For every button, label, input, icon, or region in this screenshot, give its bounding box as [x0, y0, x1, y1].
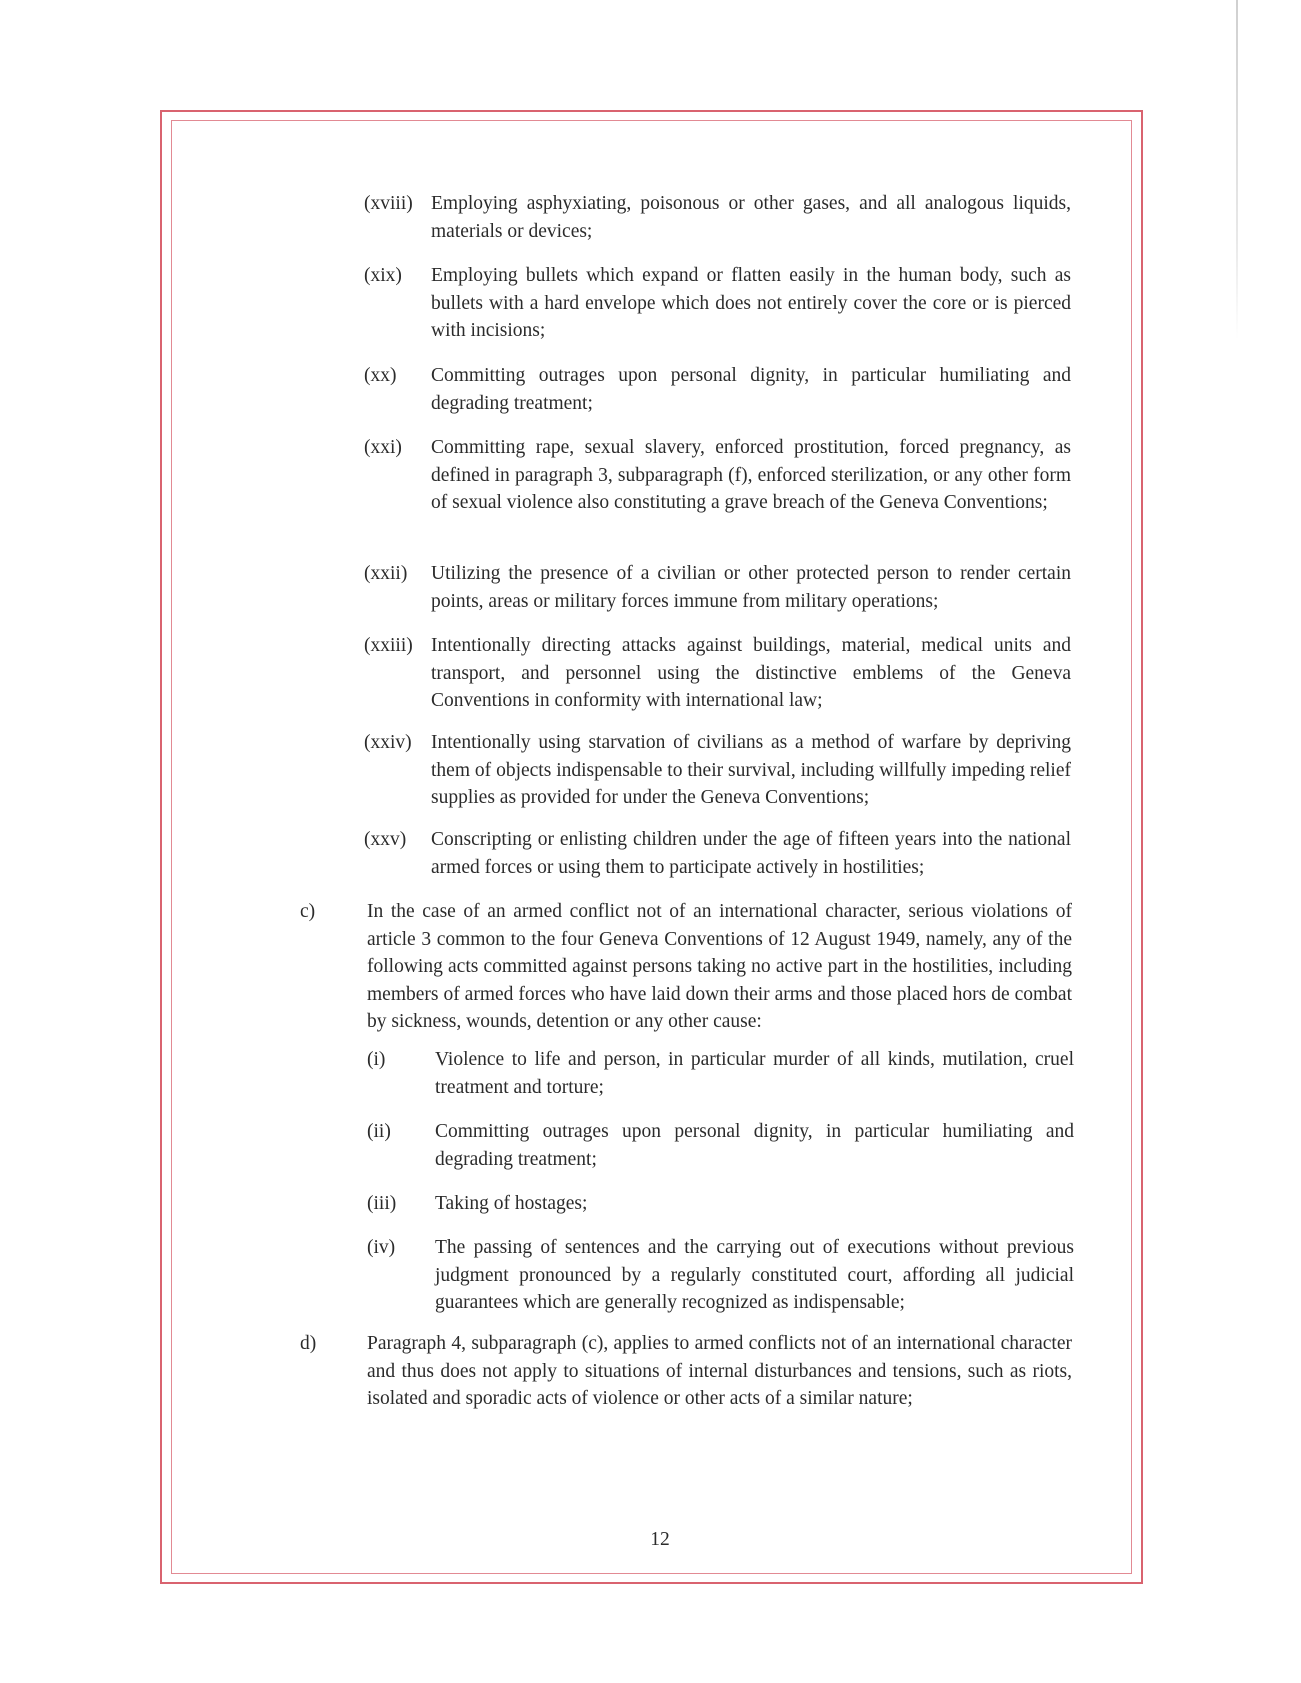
list-item-xxi [364, 434, 1071, 517]
item-number: (iv) [367, 1237, 396, 1258]
item-text: Committing rape, sexual slavery, enforced prostitution, forced pregnancy, as defined in paragraph 3, subparagraph (f), enforced sterilization, or any other form of sexual violence also constituting a grave breach of the Geneva Conventions; [431, 437, 1071, 513]
item-text: Employing asphyxiating, poisonous or other gases, and all analogous liquids, materials or devices; [431, 193, 1071, 242]
item-text: Intentionally using starvation of civilians as a method of warfare by depriving them of objects indispensable to their survival, including willfully impeding relief supplies as provided for under the Geneva Conventions; [431, 732, 1071, 808]
item-number: (xxii) [364, 563, 408, 584]
sub-item-i [367, 1046, 1074, 1101]
list-item-xxiii [364, 632, 1071, 715]
item-number: (xx) [364, 365, 397, 386]
paragraph-label-c: c) [300, 901, 316, 922]
item-number: (xviii) [364, 193, 413, 214]
item-text: Violence to life and person, in particular murder of all kinds, mutilation, cruel treatment and torture; [435, 1049, 1074, 1098]
item-number: (xxv) [364, 829, 407, 850]
list-item-xxiv [364, 729, 1071, 812]
item-text: The passing of sentences and the carrying out of executions without previous judgment pronounced by a regularly constituted court, affording all judicial guarantees which are generally recognized as indispensable; [435, 1237, 1074, 1313]
item-text: Committing outrages upon personal dignity, in particular humiliating and degrading treatment; [435, 1121, 1074, 1170]
list-item-xxv [364, 826, 1071, 881]
item-number: (ii) [367, 1121, 391, 1142]
item-number: (iii) [367, 1193, 397, 1214]
list-item-xxii [364, 560, 1071, 615]
item-number: (i) [367, 1049, 386, 1070]
sub-item-ii [367, 1118, 1074, 1173]
sub-item-iv [367, 1234, 1074, 1317]
item-text: Committing outrages upon personal dignity, in particular humiliating and degrading treatment; [431, 365, 1071, 414]
page-number: 12 [650, 1529, 670, 1550]
item-text: Employing bullets which expand or flatten easily in the human body, such as bullets with a hard envelope which does not entirely cover the core or is pierced with incisions; [431, 265, 1071, 341]
paragraph-d-text: Paragraph 4, subparagraph (c), applies to armed conflicts not of an international character and thus does not apply to situations of internal disturbances and tensions, such as riots, isolated and sporadic acts of violence or other acts of a similar nature; [367, 1333, 1072, 1409]
item-text: Conscripting or enlisting children under the age of fifteen years into the national armed forces or using them to participate actively in hostilities; [431, 829, 1071, 878]
item-number: (xxiii) [364, 635, 413, 656]
item-number: (xxiv) [364, 732, 412, 753]
list-item-xix [364, 262, 1071, 345]
item-number: (xix) [364, 265, 402, 286]
item-text: Intentionally directing attacks against buildings, material, medical units and transport, and personnel using the distinctive emblems of the Geneva Conventions in conformity with international law; [431, 635, 1071, 711]
list-item-xx [364, 362, 1071, 417]
item-number: (xxi) [364, 437, 402, 458]
sub-item-iii [367, 1190, 1074, 1218]
list-item-xviii [364, 190, 1071, 245]
item-text: Taking of hostages; [435, 1193, 588, 1214]
item-text: Utilizing the presence of a civilian or other protected person to render certain points, areas or military forces immune from military operations; [431, 563, 1071, 612]
paragraph-c-text: In the case of an armed conflict not of an international character, serious violations of article 3 common to the four Geneva Conventions of 12 August 1949, namely, any of the following acts committed against persons taking no active part in the hostilities, including members of armed forces who have laid down their arms and those placed hors de combat by sickness, wounds, detention or any other cause: [367, 901, 1072, 1032]
paragraph-label-d: d) [300, 1333, 317, 1354]
